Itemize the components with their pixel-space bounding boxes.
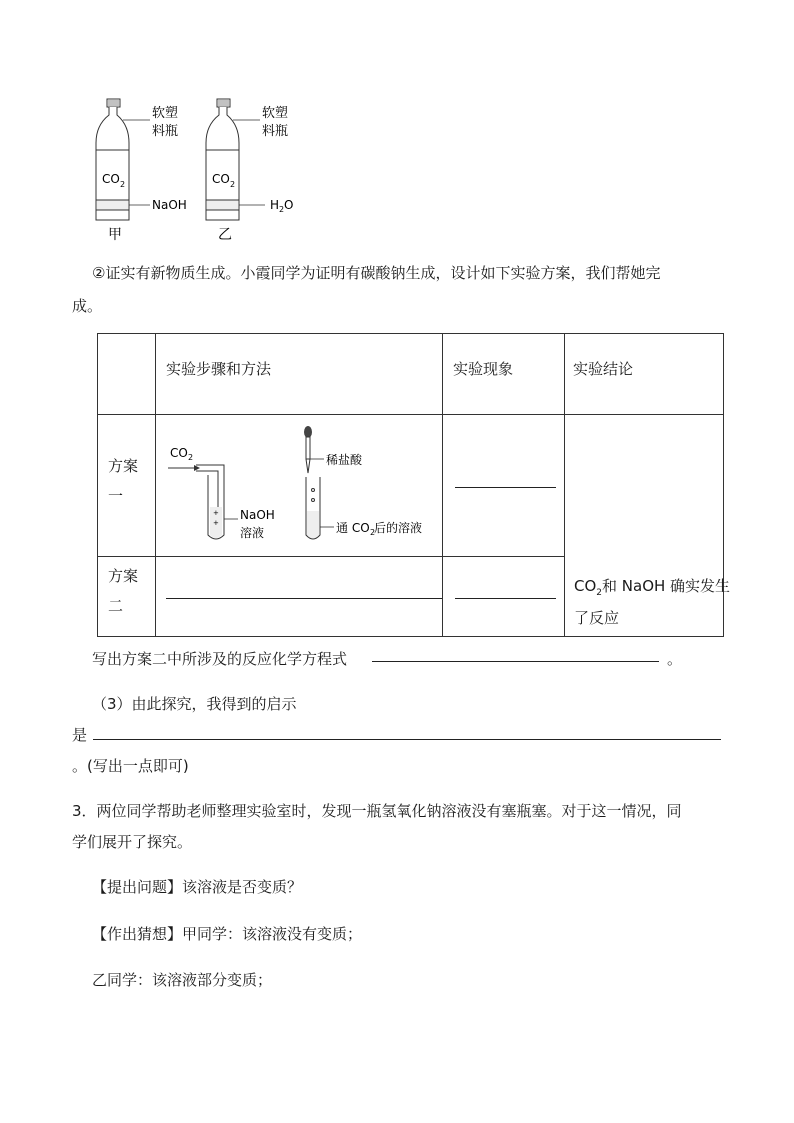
tube1-label-2: 溶液 bbox=[240, 526, 265, 540]
tube2-label-a: 通 CO bbox=[336, 521, 370, 535]
conclusion-line-1: $CO_2$和 NaOH 确实发生 bbox=[574, 577, 731, 598]
row2-steps-cell[interactable] bbox=[156, 557, 443, 637]
q3-line-2: 学们展开了探究。 bbox=[72, 833, 193, 851]
conclusion-line-2: 了反应 bbox=[574, 609, 620, 627]
bottle-yi-name: 乙 bbox=[218, 227, 232, 243]
bottle-yi-gas-sub: 2 bbox=[230, 180, 236, 189]
bottle-yi-liquid-tail: O bbox=[284, 198, 294, 212]
gas-in-label: CO bbox=[170, 446, 188, 460]
conclusion-cell bbox=[565, 415, 731, 637]
row1-label-cell bbox=[98, 415, 156, 557]
q3-part: （3）由此探究，我得到的启示 bbox=[92, 695, 297, 713]
bottle-yi-liquid: H bbox=[270, 198, 280, 212]
row1-label-1: 方案 bbox=[108, 457, 139, 475]
dropper-label: 稀盐酸 bbox=[326, 453, 363, 467]
bottle-jia-gas: CO bbox=[102, 172, 120, 186]
row2-phenomenon-blank[interactable] bbox=[455, 598, 556, 599]
bottles-figure bbox=[80, 95, 310, 245]
q3-line-1: 3．两位同学帮助老师整理实验室时，发现一瓶氢氧化钠溶液没有塞瓶塞。对于这一情况，同 bbox=[72, 802, 682, 820]
header-conclusion: 实验结论 bbox=[573, 360, 634, 378]
row2-label-cell bbox=[98, 557, 156, 637]
bottle-yi-label-1: 软塑 bbox=[262, 106, 289, 121]
bottle-jia-gas-sub: 2 bbox=[120, 180, 126, 189]
row2-label-2: 二 bbox=[108, 597, 124, 615]
header-steps-cell bbox=[156, 334, 443, 415]
experiment-diagram bbox=[156, 415, 442, 557]
row2-steps-blank[interactable] bbox=[166, 598, 442, 599]
row1-phenomenon-blank[interactable] bbox=[455, 487, 556, 488]
prove-paragraph-cont: 成。 bbox=[72, 297, 103, 315]
equation-prompt: 写出方案二中所涉及的反应化学方程式 bbox=[92, 650, 348, 668]
tube2-label-b: 后的溶液 bbox=[374, 521, 423, 535]
equation-blank[interactable] bbox=[372, 661, 659, 662]
bottle-yi-gas: CO bbox=[212, 172, 230, 186]
svg-text:+: + bbox=[213, 509, 219, 517]
dropper-bulb bbox=[304, 426, 312, 438]
guess-b: 乙同学：该溶液部分变质； bbox=[92, 971, 273, 989]
header-conclusion-cell bbox=[565, 334, 724, 415]
gas-in-sub: 2 bbox=[188, 453, 194, 462]
bottle-yi bbox=[206, 99, 293, 243]
bottle-yi-liquid-sub: 2 bbox=[279, 205, 285, 214]
header-phenomenon-cell bbox=[443, 334, 565, 415]
equation-end: 。 bbox=[667, 650, 683, 668]
row2-label-1: 方案 bbox=[108, 567, 139, 585]
bottle-jia-label-2: 料瓶 bbox=[152, 124, 179, 139]
tube1-label-1: NaOH bbox=[240, 508, 275, 522]
ask-question: 【提出问题】该溶液是否变质？ bbox=[92, 878, 303, 896]
prove-paragraph: ②证实有新物质生成。小霞同学为证明有碳酸钠生成，设计如下实验方案，我们帮她完 bbox=[92, 264, 661, 282]
row2-phenomenon-cell[interactable] bbox=[443, 557, 565, 637]
q3-hint: 。(写出一点即可) bbox=[72, 757, 189, 775]
bottle-jia-name: 甲 bbox=[108, 227, 122, 243]
svg-text:+: + bbox=[213, 519, 219, 527]
header-empty-cell bbox=[98, 334, 156, 415]
row1-phenomenon-cell[interactable] bbox=[443, 415, 565, 557]
q3-answer-blank[interactable] bbox=[93, 739, 721, 740]
bottle-jia bbox=[96, 99, 187, 243]
header-phenomenon: 实验现象 bbox=[453, 360, 514, 378]
q3-is: 是 bbox=[72, 726, 88, 744]
experiment-table bbox=[97, 333, 731, 637]
guess: 【作出猜想】甲同学：该溶液没有变质； bbox=[92, 925, 363, 943]
tube2-label-sub: 2 bbox=[370, 528, 376, 537]
bottle-jia-label-1: 软塑 bbox=[152, 106, 179, 121]
row1-label-2: 一 bbox=[108, 487, 124, 505]
row1-diagram-cell bbox=[156, 415, 443, 557]
bottle-jia-liquid: NaOH bbox=[152, 198, 187, 212]
header-steps: 实验步骤和方法 bbox=[166, 360, 272, 378]
bottle-yi-label-2: 料瓶 bbox=[262, 124, 289, 139]
